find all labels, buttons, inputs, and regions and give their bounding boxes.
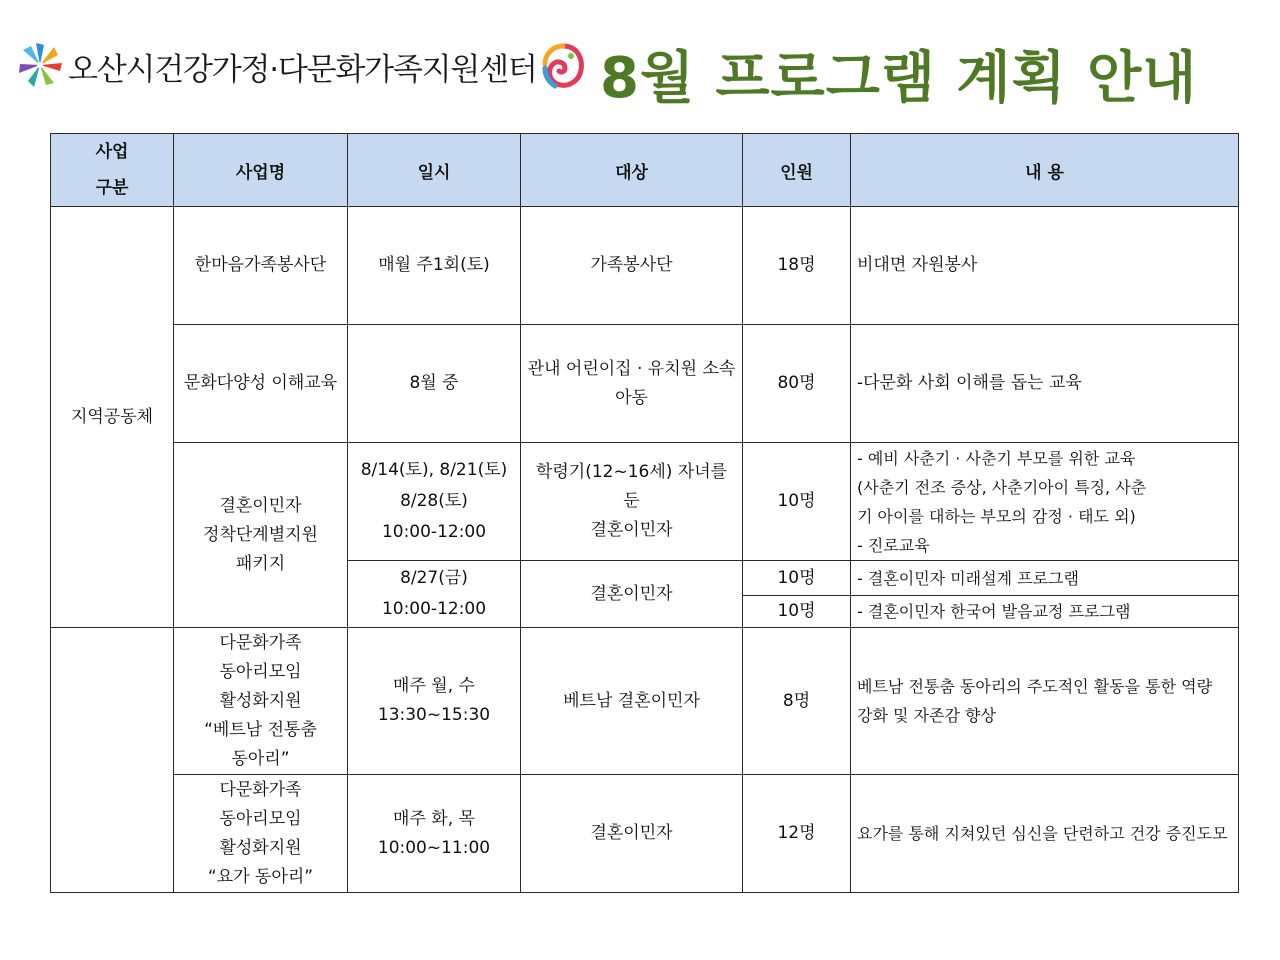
people-cell: 8명 [743,628,851,775]
header-category-line2: 구분 [95,178,129,198]
program-cell [174,443,348,628]
schedule-line: 13:30~15:30 [377,705,491,725]
target-cell [521,443,743,561]
header-program: 사업명 [174,134,348,207]
header-schedule: 일시 [348,134,521,207]
target-cell [521,561,743,628]
content-cell [851,443,1239,561]
program-line: “베트남 전통춤 [204,719,317,740]
people-cell: 18명 [743,207,851,325]
header-category [51,134,174,207]
content-line: 비대면 자원봉사 [857,255,978,275]
schedule-line: 8/27(금) [400,568,468,588]
schedule-line: 매주 화, 목 [393,808,475,829]
table-row [51,443,1239,561]
program-line: 활성화지원 [219,837,302,858]
center-logo [18,36,585,96]
content-line: - 예비 사춘기 · 사춘기 부모를 위한 교육 [857,448,1136,468]
target-cell [521,325,743,443]
pinwheel-logo-icon [18,39,66,93]
content-cell [851,596,1239,628]
content-line: - 결혼이민자 한국어 발음교정 프로그램 [857,602,1131,621]
target-line: 결혼이민자 [590,520,673,540]
target-line: 관내 어린이집 · 유치원 소속 [527,358,736,379]
target-line: 베트남 결혼이민자 [563,690,700,711]
people-cell: 10명 [743,443,851,561]
table-row [51,775,1239,893]
content-cell [851,628,1239,775]
program-line: 동아리” [231,748,290,769]
table-header-row [51,134,1239,207]
people-cell: 10명 [743,561,851,596]
target-cell [521,628,743,775]
schedule-line: 10:00~11:00 [377,837,491,858]
content-cell [851,325,1239,443]
schedule-line: 매주 월, 수 [393,676,475,696]
page-header [0,0,1280,125]
page-title: 8월 프로그램 계획 안내 [600,46,1198,111]
program-line: “요가 동아리” [207,866,314,887]
program-plan-table [50,133,1239,893]
content-cell [851,561,1239,596]
schedule-line: 8/28(토) [400,491,468,511]
category-cell: 지역공동체 [51,207,174,628]
program-line: 정착단계별지원 [203,524,318,545]
target-cell [521,207,743,325]
program-line: 활성화지원 [219,690,302,711]
program-cell [174,775,348,893]
target-line: 가족봉사단 [590,255,673,275]
header-target: 대상 [521,134,743,207]
target-line: 결혼이민자 [590,583,673,604]
content-line: (사춘기 전조 증상, 사춘기아이 특징, 사춘 [857,477,1147,497]
program-line: 문화다양성 이해교육 [183,373,338,393]
header-people: 인원 [743,134,851,207]
program-cell [174,325,348,443]
schedule-cell [348,325,521,443]
program-cell [174,207,348,325]
content-line: - 진로교육 [857,535,930,555]
target-line: 결혼이민자 [590,823,673,843]
content-line: - 결혼이민자 미래설계 프로그램 [857,568,1079,588]
header-content: 내 용 [851,134,1239,207]
schedule-cell [348,207,521,325]
schedule-line: 매월 주1회(토) [378,255,490,275]
program-line: 다문화가족 [219,779,302,800]
schedule-cell [348,443,521,561]
content-line: 요가를 통해 지쳐있던 심신을 단련하고 건강 증진도모 [857,824,1228,843]
program-line: 다문화가족 [219,632,302,653]
schedule-cell [348,775,521,893]
content-line: 베트남 전통춤 동아리의 주도적인 활동을 통한 역량 강화 및 자존감 향상 [857,677,1213,725]
program-line: 결혼이민자 [219,495,302,516]
target-line: 아동 [615,387,648,408]
content-line: -다문화 사회 이해를 돕는 교육 [857,373,1082,393]
schedule-line: 8/14(토), 8/21(토) [360,460,508,480]
table-row [51,628,1239,775]
table-row [51,325,1239,443]
content-line: 기 아이를 대하는 부모의 감정 · 태도 외) [857,506,1136,526]
content-cell [851,207,1239,325]
schedule-line: 8월 중 [409,373,459,393]
category-cell-continued [51,628,174,893]
table-row [51,207,1239,325]
swirl-logo-icon [541,42,585,90]
content-cell [851,775,1239,893]
schedule-line: 10:00-12:00 [381,599,487,619]
header-category-line1: 사업 [95,142,129,162]
program-line: 패키지 [235,553,286,574]
center-name: 오산시건강가정·다문화가족지원센터 [68,51,537,88]
target-cell [521,775,743,893]
people-cell: 10명 [743,596,851,628]
program-line: 동아리모임 [219,808,302,829]
target-line: 학령기(12~16세) 자녀를 둔 [535,462,728,511]
program-line: 동아리모임 [219,661,302,682]
program-cell [174,628,348,775]
schedule-line: 10:00-12:00 [381,522,487,542]
schedule-cell [348,628,521,775]
people-cell: 80명 [743,325,851,443]
schedule-cell [348,561,521,628]
people-cell: 12명 [743,775,851,893]
program-line: 한마음가족봉사단 [194,255,327,275]
